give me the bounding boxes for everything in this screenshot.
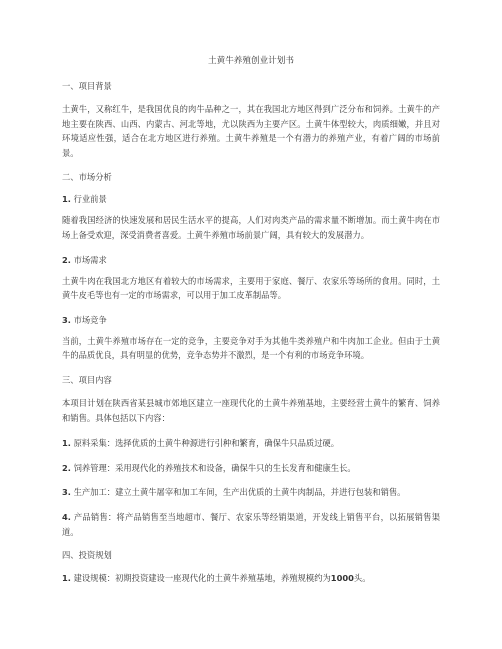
list-item-text: 原料采集：选择优质的土黄牛种源进行引种和繁育，确保牛只品质过硬。 bbox=[73, 438, 340, 449]
list-item bbox=[62, 461, 440, 476]
subheading-industry-outlook bbox=[62, 193, 440, 205]
subheading-number: 1. bbox=[62, 194, 71, 205]
subheading-number: 2. bbox=[62, 254, 71, 265]
paragraph-project-intro: 本项目计划在陕西省某县城市郊地区建立一座现代化的土黄牛养殖基地，主要经营土黄牛的繁育、饲养和销售。具体包括以下内容： bbox=[62, 397, 440, 423]
section-heading-investment-plan: 四、投资规划 bbox=[62, 550, 112, 561]
subheading-number: 3. bbox=[62, 314, 71, 325]
paragraph-market-competition: 当前，土黄牛养殖市场存在一定的竞争，主要竞争对手为其他牛类养殖户和牛肉加工企业。但由于土黄牛的品质优良，具有明显的优势，竞争态势并不激烈，是一个有利的市场竞争环境。 bbox=[62, 335, 440, 361]
list-item bbox=[62, 436, 440, 451]
document-title: 土黄牛养殖创业计划书 bbox=[208, 56, 294, 66]
subheading-title: 行业前景 bbox=[73, 194, 107, 205]
list-item-text: 饲养管理：采用现代化的养殖技术和设备，确保牛只的生长发育和健康生长。 bbox=[73, 462, 356, 473]
section-heading-market-analysis: 二、市场分析 bbox=[62, 172, 112, 183]
list-item-number: 1. bbox=[62, 438, 71, 449]
section-heading-background: 一、项目背景 bbox=[62, 81, 112, 91]
list-item-text-end: 头。 bbox=[353, 573, 371, 584]
list-item bbox=[62, 571, 440, 586]
list-item-text: 生产加工：建立土黄牛屠宰和加工车间，生产出优质的土黄牛肉制品，并进行包装和销售。 bbox=[73, 487, 406, 498]
list-item-number: 1. bbox=[62, 573, 71, 584]
list-item-number: 4. bbox=[62, 511, 71, 522]
scale-value: 1000 bbox=[330, 573, 354, 584]
list-item-text: 产品销售：将产品销售至当地超市、餐厅、农家乐等经销渠道，开发线上销售平台，以拓展销售渠道。 bbox=[62, 511, 440, 537]
subheading-title: 市场需求 bbox=[73, 254, 107, 265]
list-item bbox=[62, 485, 440, 500]
subheading-market-competition bbox=[62, 314, 440, 326]
paragraph-market-demand: 土黄牛肉在我国北方地区有着较大的市场需求，主要用于家庭、餐厅、农家乐等场所的食用。同时，土黄牛皮毛等也有一定的市场需求，可以用于加工皮革制品等。 bbox=[62, 275, 440, 301]
subheading-title: 市场竞争 bbox=[73, 314, 107, 325]
paragraph-background: 土黄牛，又称红牛，是我国优良的肉牛品种之一，其在我国北方地区得到广泛分布和饲养。土黄牛的产地主要在陕西、山西、内蒙古、河北等地，尤以陕西为主要产区。土黄牛体型较大，肉质细嫩，并且对环境适应性强，适合在北方地区进行养殖。土黄牛养殖是一个有潜力的养殖产业，有着广阔的市场前景。 bbox=[62, 104, 440, 158]
list-item bbox=[62, 510, 440, 539]
list-item-text: 建设规模：初期投资建设一座现代化的土黄牛养殖基地，养殖规模约为 bbox=[73, 573, 331, 584]
section-heading-project-content: 三、项目内容 bbox=[62, 374, 112, 385]
list-item-number: 2. bbox=[62, 462, 71, 473]
subheading-market-demand bbox=[62, 254, 440, 266]
list-item-number: 3. bbox=[62, 487, 71, 498]
paragraph-industry-outlook: 随着我国经济的快速发展和居民生活水平的提高，人们对肉类产品的需求量不断增加。而土黄牛肉在市场上备受欢迎，深受消费者喜爱。土黄牛养殖市场前景广阔，具有较大的发展潜力。 bbox=[62, 215, 440, 240]
